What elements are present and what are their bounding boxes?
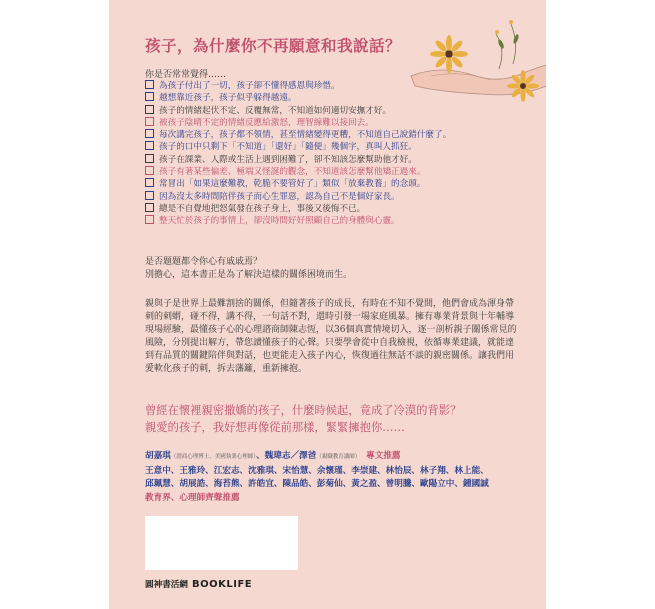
checkbox-icon [145, 203, 154, 212]
publisher-logo: BOOKLIFE [191, 579, 253, 590]
checkbox-icon [145, 80, 154, 89]
book-back-cover [109, 0, 546, 609]
checklist-item: 孩子有著某些偏差、極端又怪誕的觀念，不知道該怎麼幫他矯正過來。 [145, 166, 451, 178]
checklist [145, 80, 451, 228]
checklist-item: 因為沒太多時間陪伴孩子而心生罪惡，認為自己不是個好家長。 [145, 191, 451, 203]
checkbox-icon [145, 215, 154, 224]
checklist-item: 每次講完孩子，孩子都不領情，甚至情緒變得更糟，不知道自己說錯什麼了。 [145, 129, 451, 141]
recommenders-line-1: 胡嘉琪（諮商心理博士、美國執業心理師）、魏瑋志／澤爸（親職教育講師） 專文推薦 [145, 451, 401, 461]
checklist-item: 被孩子陰晴不定的情緒反應給激怒，理智線難以接回去。 [145, 117, 451, 129]
flower-icon [430, 35, 468, 73]
checkbox-icon [145, 117, 154, 126]
checklist-item: 孩子的情緒起伏不定、反覆無常，不知道如何適切安撫才好。 [145, 105, 451, 117]
checklist-item: 為孩子付出了一切，孩子卻不懂得感恩與珍惜。 [145, 80, 451, 92]
checkbox-icon [145, 166, 154, 175]
checklist-item: 常冒出「如果這麼難教，乾脆不要管好了」類似「放棄教養」的念頭。 [145, 178, 451, 190]
checklist-item: 總是不自覺地把怒氣發在孩子身上，事後又後悔不已。 [145, 203, 451, 215]
intro-text: 你是否常常覺得…… [145, 70, 227, 80]
checkbox-icon [145, 129, 154, 138]
recommenders-line-4: 教育界、心理師齊聲推薦 [145, 492, 240, 503]
recommenders [145, 450, 489, 505]
checkbox-icon [145, 105, 154, 114]
checklist-item: 越想靠近孩子，孩子似乎躲得越遠。 [145, 92, 451, 104]
checkbox-icon [145, 191, 154, 200]
pull-quote: 曾經在懷裡親密撒嬌的孩子，什麼時候起，竟成了冷漠的背影？ 親愛的孩子，我好想再像從前那樣，緊緊擁抱你…… [145, 404, 462, 434]
checkbox-icon [145, 154, 154, 163]
recommenders-line-3: 邱珮慧、胡展誥、海苔熊、許皓宜、陳品皓、彭菊仙、黃之盈、曾明騰、歐陽立中、鍾國誠 [145, 479, 489, 489]
checkbox-icon [145, 92, 154, 101]
checkbox-icon [145, 141, 154, 150]
after-checklist-text: 是否題題都令你心有戚戚焉？ 別擔心，這本書正是為了解決這樣的關係困境而生。 [145, 257, 353, 280]
checklist-item: 孩子的口中只剩下「不知道」「還好」「隨便」幾個字，真叫人抓狂。 [145, 141, 451, 153]
checklist-item: 整天忙於孩子的事情上，卻沒時間好好照顧自己的身體與心靈。 [145, 215, 451, 227]
recommenders-line-2: 王意中、王雅玲、江宏志、沈雅琪、宋怡慧、余懷瑾、李崇建、林怡辰、林子翔、林上能、 [145, 465, 489, 476]
barcode-area [145, 516, 298, 570]
body-paragraph: 親與子是世界上最難割捨的關係，但隨著孩子的成長，有時在不知不覺間，他們會成為渾身帶刺的刺蝟，碰不得，講不得，一句話不對，還時引發一場家庭風暴。擁有專業背景與十年輔導現場經驗，最懂孩子心的心理諮商師陳志恆，以36個真實情境切入，逐一剖析親子關係常見的風險，分別提出解方，帶您讀懂孩子的心聲。只要學會從中自我檢視，依循專業建議，就能達到有品質的關鍵陪伴與對話，也更能走入孩子內心，恢復過往無話不談的親密關係。讓我們用愛軟化孩子的刺，拆去藩籬，重新擁抱。 [145, 299, 517, 374]
checklist-item: 孩子在課業、人際或生活上遇到困難了，卻不知該怎麼幫助他才好。 [145, 154, 451, 166]
publisher: 圓神書活網 BOOKLIFE [145, 579, 253, 590]
checkbox-icon [145, 178, 154, 187]
page-title: 孩子，為什麼你不再願意和我說話？ [145, 36, 402, 55]
